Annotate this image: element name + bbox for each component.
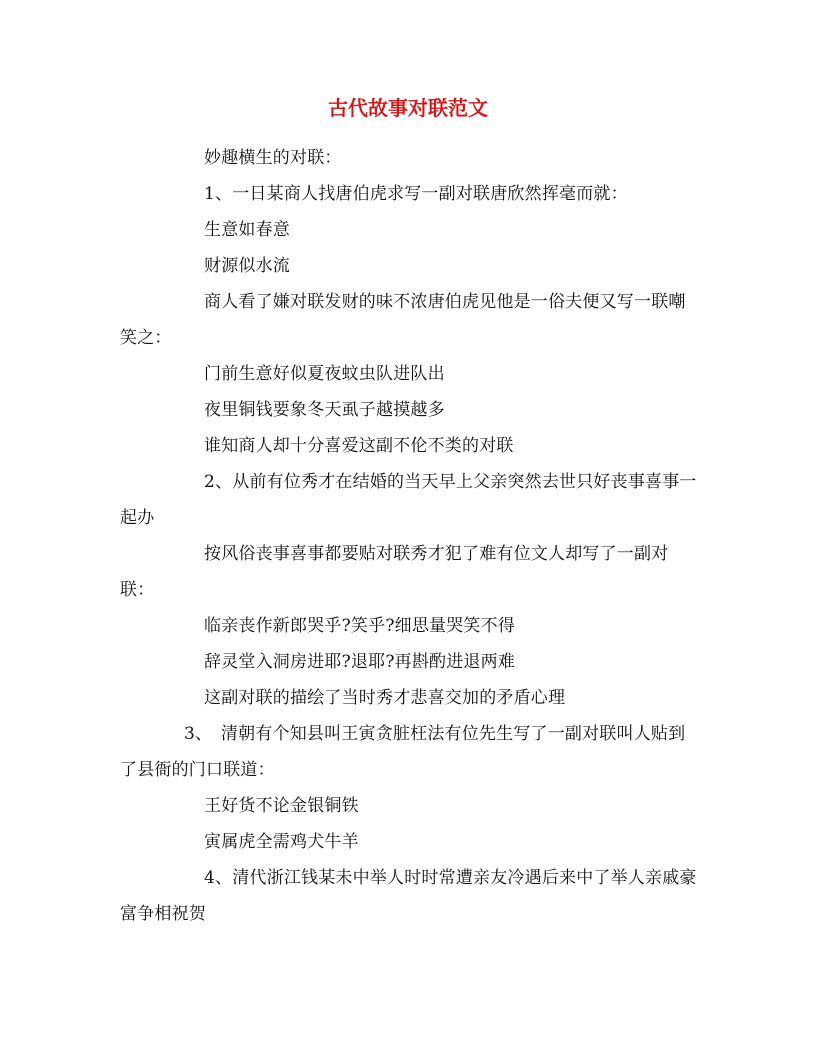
paragraph: 妙趣横生的对联： (204, 148, 342, 168)
paragraph: 财源似水流 (204, 256, 290, 276)
paragraph: 1、一日某商人找唐伯虎求写一副对联唐欣然挥毫而就： (204, 184, 628, 204)
paragraph: 门前生意好似夏夜蚊虫队进队出 (204, 364, 445, 384)
paragraph: 辞灵堂入洞房进耶?退耶?再斟酌进退两难 (204, 652, 516, 672)
paragraph: 这副对联的描绘了当时秀才悲喜交加的矛盾心理 (204, 688, 566, 708)
paragraph: 2、从前有位秀才在结婚的当天早上父亲突然去世只好丧事喜事一起办 (120, 472, 697, 528)
paragraph: 3、 清朝有个知县叫王寅贪脏枉法有位先生写了一副对联叫人贴到了县衙的门口联道： (120, 724, 686, 780)
paragraph: 生意如春意 (204, 220, 290, 240)
paragraph: 临亲丧作新郎哭乎?笑乎?细思量哭笑不得 (204, 616, 516, 636)
paragraph: 夜里铜钱要象冬天虱子越摸越多 (204, 400, 445, 420)
paragraph: 寅属虎全需鸡犬牛羊 (204, 832, 359, 852)
document-body (120, 140, 698, 932)
paragraph: 谁知商人却十分喜爱这副不伦不类的对联 (204, 436, 514, 456)
paragraph: 4、清代浙江钱某未中举人时时常遭亲友冷遇后来中了举人亲戚豪富争相祝贺 (120, 868, 697, 924)
paragraph: 王好货不论金银铜铁 (204, 796, 359, 816)
paragraph: 按风俗丧事喜事都要贴对联秀才犯了难有位文人却写了一副对联： (120, 544, 669, 600)
paragraph: 商人看了嫌对联发财的味不浓唐伯虎见他是一俗夫便又写一联嘲笑之： (120, 292, 686, 348)
document-title: 古代故事对联范文 (328, 96, 488, 120)
